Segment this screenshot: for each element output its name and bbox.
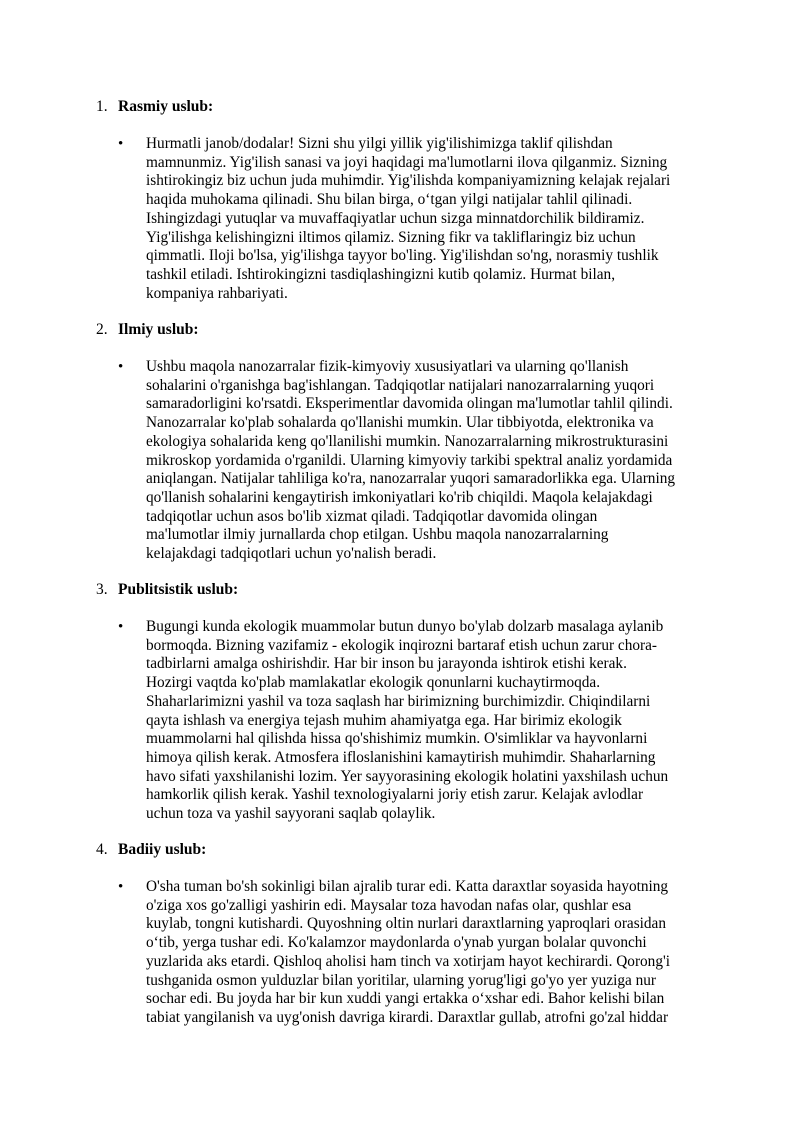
section-number: 1. xyxy=(96,98,108,115)
paragraph-line: samaradorligini ko'rsatdi. Eksperimentlar davomida olingan ma'lumotlar tahlil qilindi. xyxy=(146,395,673,413)
paragraph-line: tashkil etiladi. Ishtirokingizni tasdiqlashingizni kutib qolamiz. Hurmat bilan, xyxy=(146,265,616,283)
paragraph-line: tadqiqotlar uchun asos bo'lib xizmat qiladi. Tadqiqotlar davomida olingan xyxy=(146,507,598,525)
section-number: 2. xyxy=(96,321,108,338)
section-number: 4. xyxy=(96,841,108,858)
section-paragraph-rasmiy xyxy=(146,135,708,303)
paragraph-line: himoya qilish kerak. Atmosfera ifloslanishini kamaytirish muhimdir. Shaharlarning xyxy=(146,748,656,766)
paragraph-line: hamkorlik qilish kerak. Yashil texnologiyalarni joriy etish zarur. Kelajak avlodlar xyxy=(146,786,644,804)
paragraph-line: tadbirlarni amalga oshirishdir. Har bir inson bu jarayonda ishtirok etishi kerak. xyxy=(146,655,627,673)
paragraph-line: o‘tib, yerga tushar edi. Ko'kalamzor maydonlarda o'ynab yurgan bolalar quvonchi xyxy=(146,934,647,952)
section-title: Badiiy uslub: xyxy=(118,841,207,858)
bullet-icon: • xyxy=(118,619,124,635)
paragraph-line: havo sifati yaxshilanishi lozim. Yer sayyorasining ekologik holatini yaxshilash uchun xyxy=(146,767,669,785)
paragraph-line: Bugungi kunda ekologik muammolar butun dunyo bo'ylab dolzarb masalaga aylanib xyxy=(146,618,664,635)
section-paragraph-publitsistik xyxy=(146,618,708,824)
paragraph-line: O'sha tuman bo'sh sokinligi bilan ajralib turar edi. Katta daraxtlar soyasida hayotning xyxy=(146,878,669,895)
section-title: Publitsistik uslub: xyxy=(118,581,239,598)
paragraph-line: bormoqda. Bizning vazifamiz - ekologik inqirozni bartaraf etish uchun zarur chora- xyxy=(146,636,657,654)
section-heading-publitsistik xyxy=(96,580,238,599)
paragraph-line: haqida muhokama qilinadi. Shu bilan birga, o‘tgan yilgi natijalar tahlil qilinadi. xyxy=(146,191,633,209)
paragraph-line: qo'llanish sohalarini kengaytirish imkoniyatlari ko'rib chiqildi. Maqola kelajakdagi xyxy=(146,488,653,506)
bullet-icon: • xyxy=(118,359,124,375)
paragraph-line: o'ziga xos go'zalligi yashirin edi. Maysalar toza havodan nafas olar, qushlar esa xyxy=(146,896,632,914)
paragraph-line: mamnunmiz. Yig'ilish sanasi va joyi haqidagi ma'lumotlarni ilova qilganmiz. Sizning xyxy=(146,153,668,171)
section-heading-rasmiy xyxy=(96,97,213,116)
paragraph-line: tushganida osmon yulduzlar bilan yoritilar, ularning yorug'ligi go'yo yer yuziga nur xyxy=(146,971,657,989)
section-heading-badiiy xyxy=(96,840,206,859)
paragraph-line: sochar edi. Bu joyda har bir kun xuddi yangi ertakka o‘xshar edi. Bahor kelishi bilan xyxy=(146,990,665,1008)
paragraph-line: qayta ishlash va energiya tejash muhim ahamiyatga ega. Har birimiz ekologik xyxy=(146,711,622,729)
paragraph-line: Yig'ilishga kelishingizni iltimos qilamiz. Sizning fikr va takliflaringiz biz uchun xyxy=(146,228,636,246)
paragraph-line: kelajakdagi tadqiqotlari uchun yo'nalish beradi. xyxy=(146,545,437,563)
paragraph-line: Nanozarralar ko'plab sohalarda qo'llanishi mumkin. Ular tibbiyotda, elektronika va xyxy=(146,414,654,432)
paragraph-line: Hurmatli janob/dodalar! Sizni shu yilgi yillik yig'ilishimizga taklif qilishdan xyxy=(146,135,613,152)
paragraph-line: ishtirokingiz biz uchun juda muhimdir. Yig'ilishda kompaniyamizning kelajak rejalari xyxy=(146,172,671,190)
paragraph-line: Ishingizdagi yutuqlar va muvaffaqiyatlar uchun sizga minnatdorchilik bildiramiz. xyxy=(146,209,645,227)
paragraph-line: Hozirgi vaqtda ko'plab mamlakatlar ekologik qonunlarni kuchaytirmoqda. xyxy=(146,674,601,692)
section-title: Rasmiy uslub: xyxy=(118,98,214,115)
paragraph-line: yuzlarida aks etardi. Qishloq aholisi ham tinch va xotirjam hayot kechirardi. Qorong'i xyxy=(146,952,670,970)
section-paragraph-ilmiy xyxy=(146,358,708,564)
paragraph-line: ma'lumotlar ilmiy jurnallarda chop etilgan. Ushbu maqola nanozarralarning xyxy=(146,526,609,544)
bullet-icon: • xyxy=(118,879,124,895)
bullet-icon: • xyxy=(118,136,124,152)
paragraph-line: aniqlangan. Natijalar tahliliga ko'ra, nanozarralar yuqori samaradorlikka ega. Ularning xyxy=(146,470,676,488)
paragraph-line: tabiat yangilanish va uyg'onish davriga kirardi. Daraxtlar gullab, atrofni go'zal hiddar xyxy=(146,1008,669,1026)
paragraph-line: mikroskop yordamida o'rganildi. Ularning kimyoviy tarkibi spektral analiz yordamida xyxy=(146,451,673,469)
paragraph-line: sohalarini o'rganishga bag'ishlangan. Tadqiqotlar natijalari nanozarralarning yuqori xyxy=(146,376,655,394)
paragraph-line: qimmatli. Iloji bo'lsa, yig'ilishga tayyor bo'ling. Yig'ilishdan so'ng, norasmiy tushlik xyxy=(146,247,659,265)
paragraph-line: Shaharlarimizni yashil va toza saqlash har birimizning burchimizdir. Chiqindilarni xyxy=(146,692,651,710)
section-heading-ilmiy xyxy=(96,320,199,339)
paragraph-line: ekologiya sohalarida keng qo'llanilishi mumkin. Nanozarralarning mikrostrukturasini xyxy=(146,432,669,450)
paragraph-line: kuylab, tongni kutishardi. Quyoshning oltin nurlari daraxtlarning yaproqlari orasidan xyxy=(146,915,666,933)
paragraph-line: Ushbu maqola nanozarralar fizik-kimyoviy xususiyatlari va ularning qo'llanish xyxy=(146,358,629,375)
paragraph-line: uchun toza va yashil sayyorani saqlab qolaylik. xyxy=(146,805,436,823)
section-title: Ilmiy uslub: xyxy=(118,321,199,338)
paragraph-line: kompaniya rahbariyati. xyxy=(146,284,288,302)
section-paragraph-badiiy xyxy=(146,878,708,1028)
paragraph-line: muammolarni hal qilishda hissa qo'shishimiz mumkin. O'simliklar va hayvonlarni xyxy=(146,730,648,748)
section-number: 3. xyxy=(96,581,108,598)
